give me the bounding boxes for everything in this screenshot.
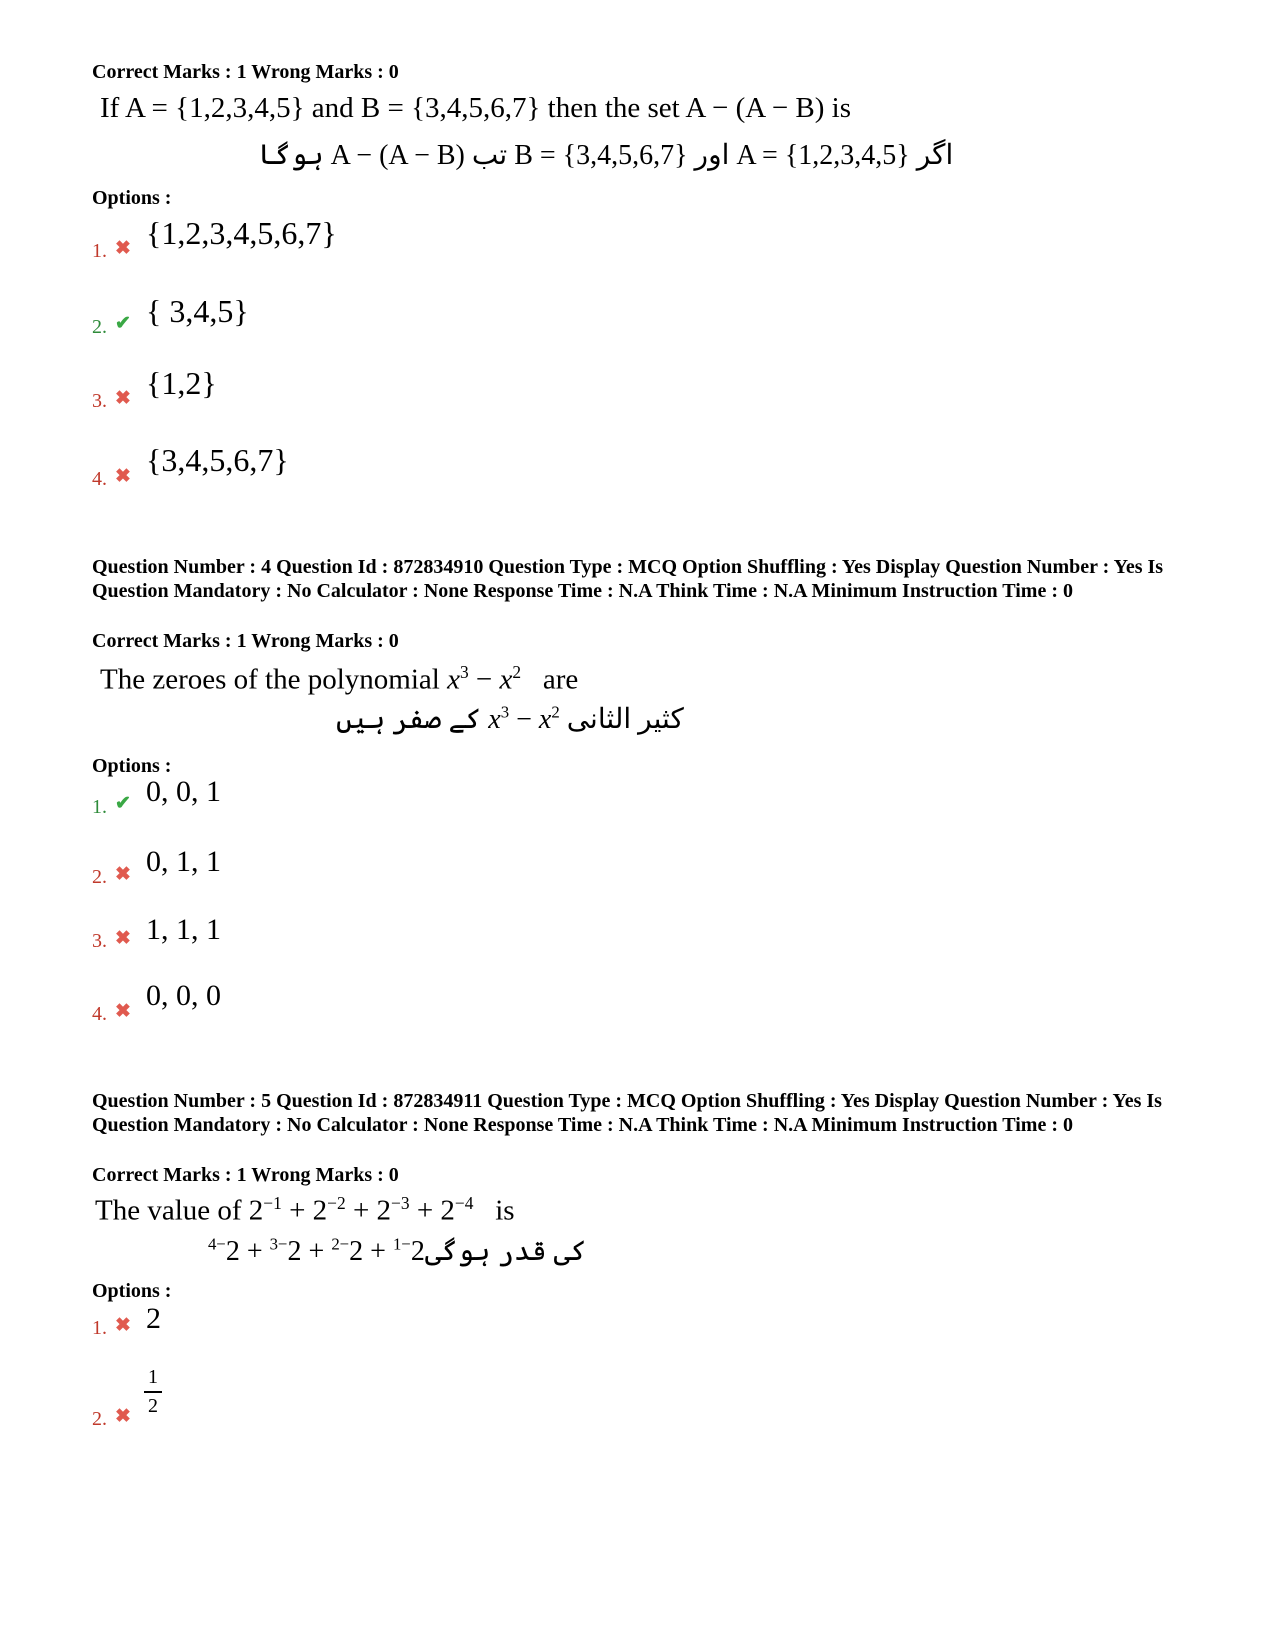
cross-icon: ✖: [115, 466, 131, 487]
option-value: 2: [146, 1302, 161, 1335]
q4-marks: Correct Marks : 1 Wrong Marks : 0: [92, 630, 399, 652]
cross-icon: ✖: [115, 1315, 131, 1336]
fraction: [144, 1366, 162, 1418]
option-number: 1.: [92, 796, 107, 818]
q4-header: Question Number : 4 Question Id : 872834910 Question Type : MCQ Option Shuffling : Yes Display Question Number : Yes Is Question Mandatory : No Calculator : None Response Time : N.A Think Time : N.A Minimum Instruction Time : 0: [92, 556, 1164, 602]
option-number: 4.: [92, 1003, 107, 1025]
cross-icon: ✖: [115, 1406, 131, 1427]
q3-marks: Correct Marks : 1 Wrong Marks : 0: [92, 61, 399, 83]
q3-question-urdu: ہوگا A − (A − B) تب B = {3,4,5,6,7} اور A = {1,2,3,4,5} اگر: [258, 140, 954, 171]
check-icon: ✔: [115, 793, 131, 814]
cross-icon: ✖: [115, 238, 131, 259]
q3-options-label: Options :: [92, 187, 172, 209]
option-value: { 3,4,5}: [146, 293, 249, 329]
option-number: 4.: [92, 468, 107, 490]
option-number: 3.: [92, 390, 107, 412]
denominator: 2: [148, 1395, 158, 1417]
q4-question-english: The zeroes of the polynomial $x^3 - x^2$ are: [100, 662, 579, 696]
cross-icon: ✖: [115, 864, 131, 885]
option-number: 2.: [92, 316, 107, 338]
question-prefix: The zeroes of the polynomial: [100, 663, 448, 696]
q5-question-english: The value of $2^{-1} + 2^{-2} + 2^{-3} + 2^{-4}$ is: [95, 1193, 515, 1227]
q4-options-label: Options :: [92, 755, 172, 777]
option-number: 1.: [92, 1317, 107, 1339]
option-value: 0, 1, 1: [146, 845, 221, 878]
cross-icon: ✖: [115, 388, 131, 409]
option-number: 1.: [92, 240, 107, 262]
urdu-suffix: کی قدر ہوگی: [424, 1236, 587, 1267]
q5-options-label: Options :: [92, 1280, 172, 1302]
option-value: 1, 1, 1: [146, 913, 221, 946]
q3-question-english: If A = {1,2,3,4,5} and B = {3,4,5,6,7} then the set A − (A − B) is: [100, 92, 852, 124]
option-value: {3,4,5,6,7}: [146, 442, 289, 478]
question-suffix: are: [542, 663, 579, 696]
urdu-prefix: کثیر الثانی: [566, 704, 684, 735]
option-value: {1,2}: [146, 365, 217, 401]
cross-icon: ✖: [115, 928, 131, 949]
check-icon: ✔: [115, 313, 131, 334]
q5-question-urdu: کی قدر $ہوگی2^{-1} + 2^{-2} + 2^{-3} + 2^{-4}$: [208, 1234, 587, 1267]
option-value: 0, 0, 0: [146, 979, 221, 1012]
question-prefix: The value of: [95, 1194, 249, 1227]
q4-question-urdu: کے صفر ہیں $x^3 - x^2$ کثیر الثانی: [336, 702, 684, 735]
option-value: {1,2,3,4,5,6,7}: [146, 215, 337, 251]
urdu-suffix: کے صفر ہیں: [336, 704, 482, 735]
option-number: 2.: [92, 866, 107, 888]
option-number: 3.: [92, 930, 107, 952]
q5-marks: Correct Marks : 1 Wrong Marks : 0: [92, 1164, 399, 1186]
cross-icon: ✖: [115, 1001, 131, 1022]
fraction-bar: [144, 1391, 162, 1393]
question-suffix: is: [495, 1194, 515, 1227]
option-number: 2.: [92, 1408, 107, 1430]
option-value: 0, 0, 1: [146, 775, 221, 808]
numerator: 1: [148, 1366, 158, 1388]
q5-header: Question Number : 5 Question Id : 872834911 Question Type : MCQ Option Shuffling : Yes Display Question Number : Yes Is Question Mandatory : No Calculator : None Response Time : N.A Think Time : N.A Minimum Instruction Time : 0: [92, 1090, 1162, 1136]
